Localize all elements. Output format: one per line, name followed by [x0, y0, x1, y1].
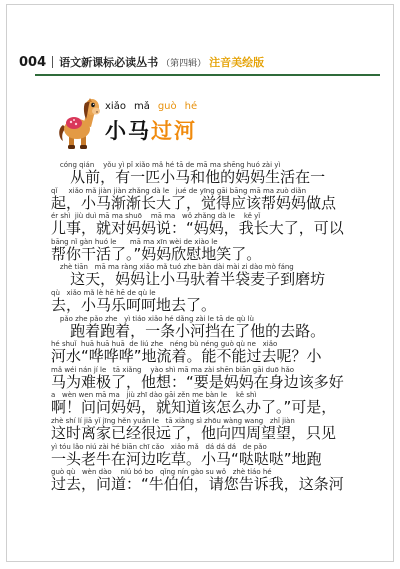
pinyin-row: guò qù wèn dào niú bó bo qǐng nín gào su wǒ zhè tiáo hé	[51, 468, 272, 477]
title-char: 小	[105, 119, 126, 143]
pinyin-row: ér shì jiù duì mā ma shuō mā ma wǒ zhǎng dà le kě yǐ	[51, 212, 261, 221]
hanzi-row: 这天，妈妈让小马驮着半袋麦子到磨坊	[51, 270, 326, 289]
pinyin-row: qǐ xiǎo mǎ jiàn jiàn zhǎng dà le jué de yīng gāi bāng mā ma zuò diǎn	[51, 186, 307, 195]
pinyin-row: yì tóu lǎo niú zài hé biān chī cǎo xiǎo mǎ dá dá dá de pǎo	[51, 442, 267, 451]
title-pinyin-syllable: hé	[184, 101, 198, 112]
page-number: 004	[19, 54, 47, 70]
text-line	[51, 212, 371, 238]
hanzi-row: 跑着跑着，一条小河挡在了他的去路。	[51, 321, 326, 340]
text-line	[51, 366, 371, 392]
pinyin-row: pǎo zhe pǎo zhe yì tiáo xiǎo hé dǎng zài le tā de qù lù	[51, 314, 254, 323]
pinyin-row: zhè shí lí jiā yǐ jīng hěn yuǎn le tā xiàng sì zhōu wàng wang zhǐ jiàn	[51, 416, 295, 425]
series-title: 语文新课标必读丛书	[59, 56, 159, 69]
header-divider	[52, 56, 53, 68]
title-pinyin	[105, 101, 197, 113]
pinyin-row: cóng qián yǒu yì pǐ xiǎo mǎ hé tā de mā ma shēng huó zài yì	[51, 161, 281, 169]
title-char: 马	[128, 119, 149, 143]
hanzi-row: 一头老牛在河边吃草。小马“哒哒哒”地跑	[51, 449, 322, 468]
header-rule	[35, 74, 380, 76]
text-line	[51, 417, 371, 443]
text-line	[51, 391, 371, 417]
hanzi-row: 儿事，就对妈妈说：“妈妈，我长大了，可以	[51, 219, 344, 238]
text-line	[51, 340, 371, 366]
text-line	[51, 187, 371, 213]
edition-label: 注音美绘版	[209, 56, 265, 69]
hanzi-row: 起，小马渐渐长大了，觉得应该帮妈妈做点	[51, 193, 337, 212]
title-pinyin-syllable: xiǎo	[105, 101, 126, 112]
hanzi-row: 帮你干活了。”妈妈欣慰地笑了。	[51, 244, 262, 263]
hanzi-row: 河水“哗哗哗”地流着。能不能过去呢？小	[51, 347, 322, 366]
text-line	[51, 289, 371, 315]
volume-label: （第四辑）	[161, 58, 207, 69]
title-char: 过	[151, 119, 172, 143]
text-line	[51, 468, 371, 494]
pinyin-row: qù xiǎo mǎ lè hē hē de qù le	[51, 288, 156, 297]
text-line	[51, 263, 371, 289]
title-pinyin-syllable: mǎ	[133, 101, 150, 112]
title-pinyin-syllable: guò	[157, 101, 177, 112]
pinyin-row: mǎ wéi nán jí le tā xiǎng yào shì mā ma zài shēn biān gāi duō hǎo	[51, 365, 295, 374]
pinyin-row: zhè tiān mā ma ràng xiǎo mǎ tuó zhe bàn dài mài zi dào mò fáng	[51, 263, 294, 272]
running-header	[19, 51, 374, 73]
text-line	[51, 238, 371, 264]
hanzi-row: 从前，有一匹小马和他的妈妈生活在一	[51, 168, 326, 186]
story-title-block	[57, 95, 257, 151]
hanzi-row: 马为难极了，他想：“要是妈妈在身边该多好	[51, 372, 344, 391]
hanzi-row: 啊！问问妈妈，就知道该怎么办了。”可是，	[51, 398, 337, 417]
story-body	[51, 161, 371, 494]
page	[6, 4, 394, 562]
hanzi-row: 过去，问道：“牛伯伯，请您告诉我，这条河	[51, 475, 344, 494]
title-char: 河	[174, 119, 195, 143]
text-line	[51, 161, 371, 187]
pinyin-row: hé shuǐ huā huā huā de liú zhe néng bù néng guò qù ne xiǎo	[51, 340, 278, 349]
hanzi-row: 这时离家已经很远了，他向四周望望，只见	[51, 423, 337, 442]
story-title	[105, 115, 195, 145]
pinyin-row: bāng nǐ gàn huó le mā ma xīn wèi de xiào le	[51, 237, 218, 246]
text-line	[51, 315, 371, 341]
hanzi-row: 去，小马乐呵呵地去了。	[51, 295, 217, 314]
pony-illustration-icon	[57, 95, 101, 151]
pinyin-row: a wèn wen mā ma jiù zhī dào gāi zěn me bàn le kě shì	[51, 391, 257, 400]
text-line	[51, 443, 371, 469]
